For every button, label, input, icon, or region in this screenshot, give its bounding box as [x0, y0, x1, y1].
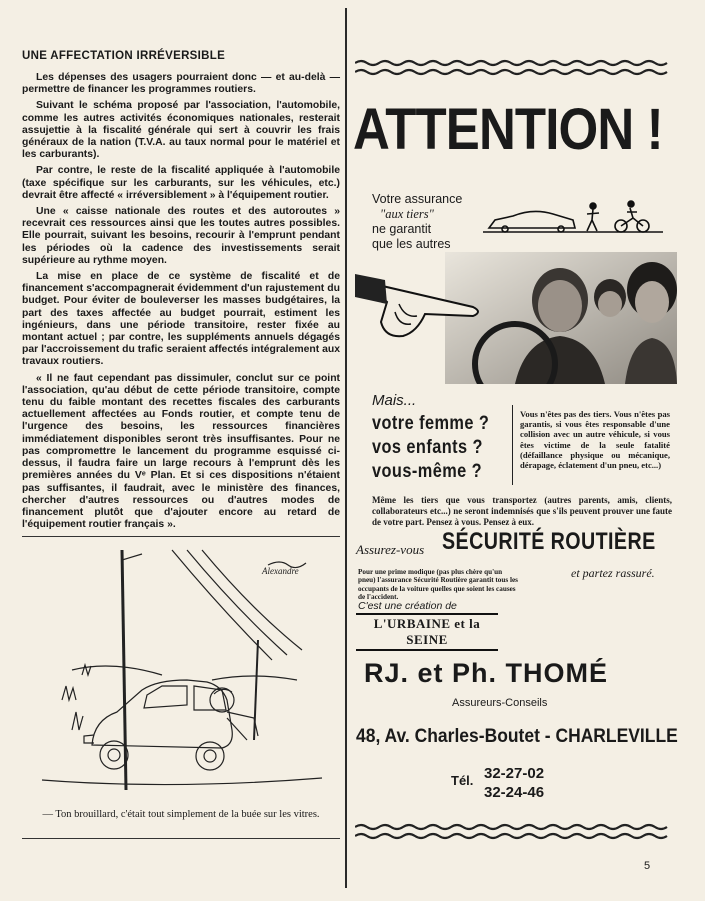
article-paragraph: Par contre, le reste de la fiscalité appliquée à l'automobile (taxe spécifique sur les carburants, sur les véhicules, etc.) devrait être affecté « irréversiblement » à l'équipement routier. — [22, 165, 340, 201]
agent-name: RJ. et Ph. THOMÉ — [364, 658, 609, 688]
wave-border-top — [355, 58, 670, 78]
wave-border-bottom — [355, 822, 670, 842]
cartoon-illustration — [22, 540, 340, 800]
creation-text: C'est une création de — [358, 600, 457, 612]
page-number: 5 — [644, 860, 651, 872]
ad-headline: ATTENTION ! — [353, 97, 663, 162]
question-line: votre femme ? — [372, 413, 490, 434]
prime-text: Pour une prime modique (pas plus chère qu'un pneu) l'assurance Sécurité Routière garantit tous les occupants de la voiture quelles que soient les causes de l'accident. — [358, 568, 518, 602]
divider-line — [22, 838, 340, 839]
assurez-text: Assurez-vous — [356, 542, 425, 557]
phone-number: 32-24-46 — [484, 784, 545, 801]
divider-line — [22, 536, 340, 537]
assurance-line: que les autres — [372, 237, 451, 251]
assurance-line: Votre assurance — [372, 192, 463, 206]
agent-title: Assureurs-Conseils — [452, 697, 548, 709]
brand-name: SÉCURITÉ ROUTIÈRE — [442, 528, 656, 555]
assurance-text — [372, 192, 462, 252]
phone-number: 32-27-02 — [484, 765, 545, 782]
article-heading: UNE AFFECTATION IRRÉVERSIBLE — [22, 50, 226, 62]
tiers-explanation: Vous n'êtes pas des tiers. Vous n'êtes pas garantis, si vous êtes responsable d'une collision avec un autre véhicule, si vous êtes victime de la seule fatalité (défaillance physique ou mécanique, dérapage, éclatement d'un pneu, etc...) — [520, 409, 670, 471]
tel-label: Tél. — [451, 773, 474, 788]
article-column — [22, 50, 340, 535]
meme-text: Même les tiers que vous transportez (autres parents, amis, clients, collaborateurs etc...) ne seront indemnisés que s'ils peuvent prouver une faute de votre part. Pensez à vous. Pensez à eux. — [372, 495, 672, 527]
question-line: vos enfants ? — [372, 437, 483, 458]
assurance-line: "aux tiers" — [380, 207, 434, 221]
assurance-line: ne garantit — [372, 222, 432, 236]
agent-address: 48, Av. Charles-Boutet - CHARLEVILLE — [356, 726, 678, 747]
car-pedestrian-cyclist-icon — [483, 198, 663, 240]
cartoon-caption: — Ton brouillard, c'était tout simplement de la buée sur les vitres. — [42, 809, 320, 820]
urbaine-logo: L'URBAINE et la SEINE — [356, 613, 498, 651]
column-divider — [345, 8, 347, 888]
questions-block — [372, 412, 489, 484]
cartoon-signature: Alexandre — [262, 566, 299, 576]
family-in-car-photo — [355, 252, 677, 384]
article-paragraph: La mise en place de ce système de fiscalité et de financement s'accompagnerait évidemment d'un rajustement du budget. Pour éviter de bouleverser les masses budgétaires, la part des taxes affectée au budget pourrait, estiment les ingénieurs, dans une période transitoire, rester fixée au montant actuel ; par contre, les suppléments annuels dégagés par l'accroissement du trafic seraient affectés intégralement aux travaux routiers. — [22, 271, 340, 368]
vertical-divider — [512, 405, 513, 485]
phone-numbers — [484, 764, 544, 802]
article-paragraph: « Il ne faut cependant pas dissimuler, conclut sur ce point l'association, qu'au début de cette période transitoire, compte tenu du faible montant des recettes fiscales des carburants actuellement affectées au Fonds routier, et compte tenu de l'urgence des besoins, les ressources financières immédiatement disponibles seront très insuffisantes. Pour ne pas compromettre le lancement du programme esquissé ci-dessus, il faudra faire un large recours à l'emprunt dès les premières années du Vᵉ Plan. Et si ces dispositions n'étaient pas suffisantes, il faudrait, avec le ministère des finances, chercher d'autres ressources ou d'autres modes de financement plutôt que d'ajouter encore au retard de l'équipement routier français ». — [22, 372, 340, 531]
article-paragraph: Les dépenses des usagers pourraient donc — et au-delà — permettre de financer les programmes routiers. — [22, 72, 340, 96]
question-line: vous-même ? — [372, 461, 483, 482]
mais-text: Mais... — [372, 392, 417, 409]
partez-text: et partez rassuré. — [571, 566, 655, 580]
article-paragraph: Une « caisse nationale des routes et des autoroutes » recevrait ces ressources ainsi que les toutes autres possibles. Elle pourrait, suivant les besoins, recourir à l'emprunt pendant les périodes où la cadence des investissements serait supérieure au rythme moyen. — [22, 206, 340, 266]
article-paragraph: Suivant le schéma proposé par l'association, l'automobile, comme les autres activités économiques nationales, resterait assujettie à la fiscalité générale qui sert à couvrir les frais généraux de la nation (T.V.A. au taux normal pour le matériel et les carburants). — [22, 100, 340, 161]
